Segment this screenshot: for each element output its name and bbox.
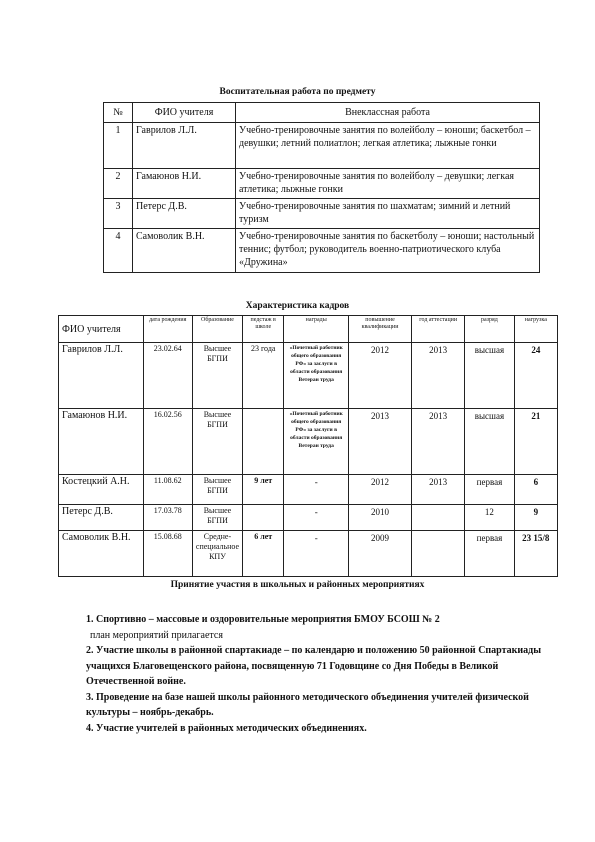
col-header-qualification: повышение квалификации <box>348 316 411 343</box>
col-header-awards: награды <box>284 316 349 343</box>
cell-name: Самоволик В.Н. <box>59 531 144 577</box>
cell-attestation <box>412 505 465 531</box>
list-item: 1. Спортивно – массовые и оздоровительные мероприятия БМОУ БСОШ № 2 <box>86 614 440 625</box>
cell-qualification: 2009 <box>348 531 411 577</box>
table-row <box>59 531 558 577</box>
cell-birth: 11.08.62 <box>143 475 192 505</box>
col-header-attestation: год аттестации <box>412 316 465 343</box>
staff-table <box>58 315 558 577</box>
col-header-birth: дата рождения <box>143 316 192 343</box>
cell-qualification: 2013 <box>348 409 411 475</box>
cell-education: Высшее БГПИ <box>192 505 242 531</box>
row-work: Учебно-тренировочные занятия по шахматам; зимний и летний туризм <box>236 199 540 229</box>
cell-attestation: 2013 <box>412 409 465 475</box>
cell-rank: первая <box>465 475 514 505</box>
row-number: 2 <box>104 169 133 199</box>
col-header-load: нагрузка <box>514 316 557 343</box>
events-list <box>86 612 556 736</box>
list-item: 2. Участие школы в районной спартакиаде – по календарю и положению 50 районной Спартакиады учащихся Благовещенского района, посвященную 71 Годовщине со Дня Победы в Великой Отечественной войне. <box>86 645 542 687</box>
table-row <box>59 505 558 531</box>
section1-title: Воспитательная работа по предмету <box>219 87 376 97</box>
cell-experience: 23 года <box>243 343 284 409</box>
cell-load: 24 <box>514 343 557 409</box>
table-row <box>104 123 540 169</box>
cell-education: Средне-специальное КПУ <box>192 531 242 577</box>
section2-title: Характеристика кадров <box>245 301 350 311</box>
table-header-row <box>59 316 558 343</box>
row-teacher: Гамаюнов Н.И. <box>133 169 236 199</box>
cell-awards: «Почетный работник общего образования РФ» за заслуги в области образования Ветеран труда <box>284 409 349 475</box>
cell-education: Высшее БГПИ <box>192 475 242 505</box>
col-header-work: Внеклассная работа <box>236 103 540 123</box>
cell-qualification: 2012 <box>348 343 411 409</box>
cell-birth: 15.08.68 <box>143 531 192 577</box>
cell-birth: 17.03.78 <box>143 505 192 531</box>
col-header-education: Образование <box>192 316 242 343</box>
table-row <box>104 199 540 229</box>
col-header-name: ФИО учителя <box>59 316 144 343</box>
cell-load: 23 15/8 <box>514 531 557 577</box>
cell-experience: 9 лет <box>243 475 284 505</box>
row-number: 3 <box>104 199 133 229</box>
cell-rank: первая <box>465 531 514 577</box>
cell-experience: 6 лет <box>243 531 284 577</box>
cell-qualification: 2010 <box>348 505 411 531</box>
cell-experience <box>243 505 284 531</box>
cell-load: 6 <box>514 475 557 505</box>
cell-rank: высшая <box>465 409 514 475</box>
cell-awards: - <box>284 505 349 531</box>
cell-rank: высшая <box>465 343 514 409</box>
row-number: 4 <box>104 229 133 273</box>
cell-load: 21 <box>514 409 557 475</box>
section3-title: Принятие участия в школьных и районных мероприятиях <box>170 580 425 590</box>
table-row <box>104 229 540 273</box>
cell-qualification: 2012 <box>348 475 411 505</box>
col-header-experience: педстаж в школе <box>243 316 284 343</box>
cell-rank: 12 <box>465 505 514 531</box>
cell-name: Гаврилов Л.Л. <box>59 343 144 409</box>
col-header-rank: разряд <box>465 316 514 343</box>
cell-awards: - <box>284 475 349 505</box>
table-header-row <box>104 103 540 123</box>
table-row <box>59 343 558 409</box>
cell-attestation <box>412 531 465 577</box>
list-item: 4. Участие учителей в районных методических объединениях. <box>86 722 367 734</box>
cell-education: Высшее БГПИ <box>192 409 242 475</box>
row-number: 1 <box>104 123 133 169</box>
cell-name: Гамаюнов Н.И. <box>59 409 144 475</box>
table-row <box>104 169 540 199</box>
cell-birth: 23.02.64 <box>143 343 192 409</box>
row-work: Учебно-тренировочные занятия по волейболу – девушки; легкая атлетика; лыжные гонки <box>236 169 540 199</box>
row-work: Учебно-тренировочные занятия по волейболу – юноши; баскетбол – девушки; летний полиатлон; легкая атлетика; лыжные гонки <box>236 123 540 169</box>
list-item: план мероприятий прилагается <box>90 629 223 641</box>
cell-experience <box>243 409 284 475</box>
row-teacher: Петерс Д.В. <box>133 199 236 229</box>
cell-name: Костецкий А.Н. <box>59 475 144 505</box>
cell-name: Петерс Д.В. <box>59 505 144 531</box>
cell-awards: - <box>284 531 349 577</box>
extracurricular-table <box>103 102 540 273</box>
cell-education: Высшее БГПИ <box>192 343 242 409</box>
cell-awards: «Почетный работник общего образования РФ» за заслуги в области образования Ветеран труда <box>284 343 349 409</box>
cell-attestation: 2013 <box>412 475 465 505</box>
cell-attestation: 2013 <box>412 343 465 409</box>
row-teacher: Гаврилов Л.Л. <box>133 123 236 169</box>
cell-birth: 16.02.56 <box>143 409 192 475</box>
table-row <box>59 475 558 505</box>
row-work: Учебно-тренировочные занятия по баскетболу – юноши; настольный теннис; футбол; руководитель военно-патриотического клуба «Дружина» <box>236 229 540 273</box>
list-item: 3. Проведение на базе нашей школы районного методического объединения учителей физической культуры – ноябрь-декабрь. <box>86 691 529 718</box>
col-header-number: № <box>104 103 133 123</box>
col-header-teacher: ФИО учителя <box>133 103 236 123</box>
cell-load: 9 <box>514 505 557 531</box>
table-row <box>59 409 558 475</box>
row-teacher: Самоволик В.Н. <box>133 229 236 273</box>
